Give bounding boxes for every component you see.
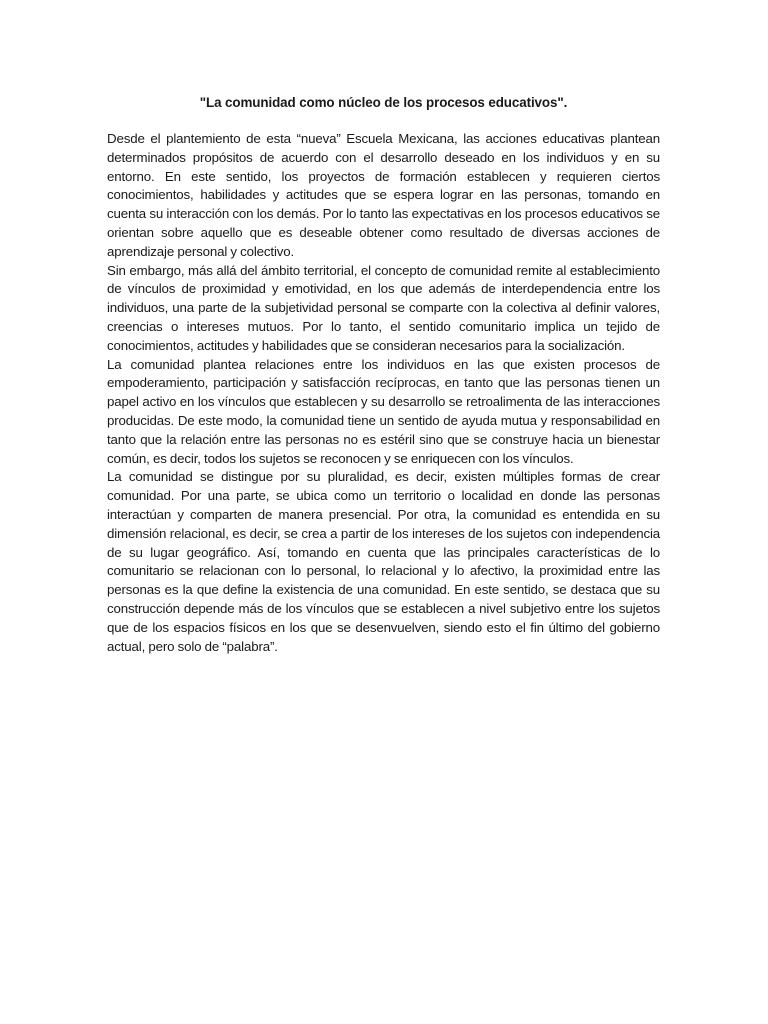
paragraph-1: Desde el plantemiento de esta “nueva” Escuela Mexicana, las acciones educativas plantean determinados propósitos de acuerdo con el desarrollo deseado en los individuos y en su entorno. En este sentido, los proyectos de formación establecen y requieren ciertos conocimientos, habilidades y actitudes que se espera lograr en las personas, tomando en cuenta su interacción con los demás. Por lo tanto las expectativas en los procesos educativos se orientan sobre aquello que es deseable obtener como resultado de diversas acciones de aprendizaje personal y colectivo. [107, 131, 660, 259]
paragraph-2: Sin embargo, más allá del ámbito territorial, el concepto de comunidad remite al establecimiento de vínculos de proximidad y emotividad, en los que además de interdependencia entre los individuos, una parte de la subjetividad personal se comparte con la colectiva al definir valores, creencias o intereses mutuos. Por lo tanto, el sentido comunitario implica un tejido de conocimientos, actitudes y habilidades que se consideran necesarios para la socialización. [107, 262, 660, 353]
document-body [107, 130, 660, 656]
document-title: "La comunidad como núcleo de los procesos educativos". [199, 95, 568, 110]
paragraph-4: La comunidad se distingue por su pluralidad, es decir, existen múltiples formas de crear comunidad. Por una parte, se ubica como un territorio o localidad en donde las personas interactúan y comparten de manera presencial. Por otra, la comunidad es entendida en su dimensión relacional, es decir, se crea a partir de los intereses de los sujetos con independencia de su lugar geográfico. Así, tomando en cuenta que las principales características de lo comunitario se relacionan con lo personal, lo relacional y lo afectivo, la proximidad entre las personas es la que define la existencia de una comunidad. En este sentido, se destaca que su construcción depende más de los vínculos que se establecen a nivel subjetivo entre los sujetos que de los espacios físicos en los que se desenvuelven, siendo esto el fin último del gobierno actual, pero solo de “palabra”. [107, 469, 660, 654]
paragraph-3: La comunidad plantea relaciones entre los individuos en las que existen procesos de empoderamiento, participación y satisfacción recíprocas, en tanto que las personas tienen un papel activo en los vínculos que establecen y su desarrollo se retroalimenta de las interacciones producidas. De este modo, la comunidad tiene un sentido de ayuda mutua y responsabilidad en tanto que la relación entre las personas no es estéril sino que se construye hacia un bienestar común, es decir, todos los sujetos se reconocen y se enriquecen con los vínculos. [107, 356, 660, 466]
